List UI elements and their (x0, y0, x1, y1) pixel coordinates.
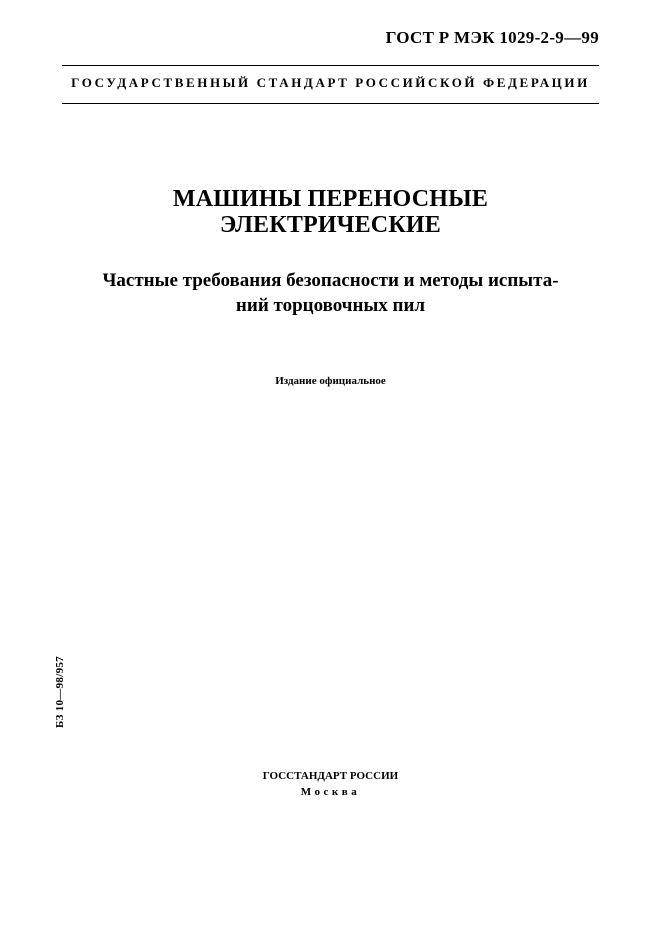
document-title (62, 186, 599, 238)
edition-label: Издание официальное (275, 375, 386, 387)
header-rule-top (62, 65, 599, 66)
header-rule-bottom (62, 103, 599, 104)
subtitle-line: Частные требования безопасности и методы испыта- (102, 270, 559, 291)
subtitle-line: ний торцовочных пил (235, 295, 426, 316)
document-subtitle (62, 268, 599, 318)
agency-header: ГОСУДАРСТВЕННЫЙ СТАНДАРТ РОССИЙСКОЙ ФЕДЕРАЦИИ (71, 75, 590, 90)
publisher-city: Москва (300, 786, 361, 798)
title-line: МАШИНЫ ПЕРЕНОСНЫЕ (172, 186, 489, 212)
standard-number: ГОСТ Р МЭК 1029-2-9—99 (385, 28, 599, 47)
title-line: ЭЛЕКТРИЧЕСКИЕ (219, 212, 442, 238)
side-code: БЗ 10—98/957 (54, 656, 66, 728)
publisher-name: ГОССТАНДАРТ РОССИИ (262, 770, 399, 782)
